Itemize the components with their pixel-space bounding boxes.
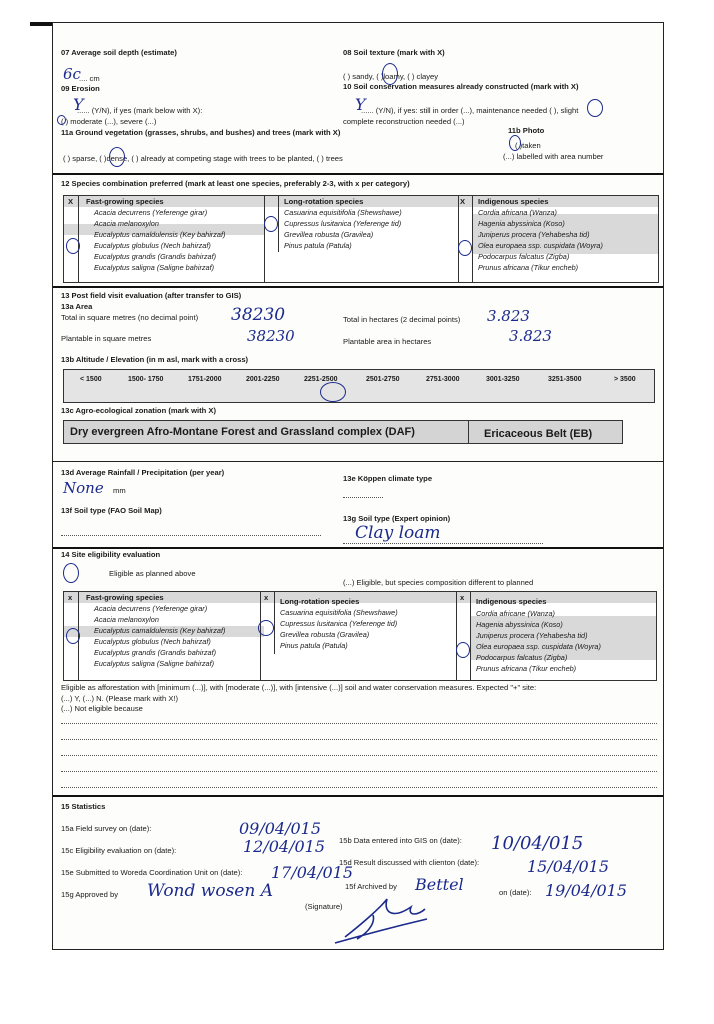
s15g-value[interactable]: Wond wosen A bbox=[147, 881, 273, 901]
s15c-value[interactable]: 12/04/015 bbox=[243, 837, 326, 856]
s07-label: 07 Average soil depth (estimate) bbox=[61, 48, 177, 57]
col-divider bbox=[468, 421, 469, 443]
species-indigenous[interactable]: Podocarpus falcatus (Zigba) bbox=[478, 252, 570, 261]
zone-table bbox=[63, 420, 623, 444]
col-divider bbox=[78, 196, 79, 282]
species-long[interactable]: Grevillea robusta (Gravilea) bbox=[280, 630, 370, 639]
species-long[interactable]: Casuarina equisitifolia (Shewshawe) bbox=[284, 208, 402, 217]
s11b-label: 11b Photo bbox=[508, 126, 545, 135]
s11a-dense-mark[interactable] bbox=[109, 147, 125, 167]
s13g-dots bbox=[343, 543, 543, 544]
divider-13 bbox=[53, 286, 663, 288]
species-indigenous[interactable]: Cordia africana (Wanza) bbox=[478, 208, 557, 217]
species-long[interactable]: Cupressus lusitanica (Yeferenge tid) bbox=[284, 219, 402, 228]
fast-growing-header: Fast-growing species bbox=[86, 197, 164, 206]
s13c-label: 13c Agro-ecological zonation (mark with X) bbox=[61, 406, 216, 415]
col-divider bbox=[456, 592, 457, 680]
s07-value[interactable]: 6c bbox=[63, 65, 81, 83]
divider-13d bbox=[53, 461, 663, 462]
col-divider bbox=[260, 592, 261, 680]
species-indigenous[interactable]: Cordia africane (Wanza) bbox=[476, 609, 555, 618]
species-table-2 bbox=[63, 591, 657, 681]
altitude-band[interactable]: 2751-3000 bbox=[426, 376, 460, 383]
species-fast[interactable]: Acacia decurrens (Yeferenge girar) bbox=[94, 604, 208, 613]
species-indigenous[interactable]: Hagenia abyssinica (Koso) bbox=[476, 620, 563, 629]
s14-dots bbox=[61, 739, 657, 740]
s13e-label: 13e Köppen climate type bbox=[343, 474, 433, 483]
altitude-band[interactable]: > 3500 bbox=[614, 376, 636, 383]
col-x-header: x bbox=[460, 593, 465, 602]
s07-unit: .... cm bbox=[79, 74, 100, 83]
species-long[interactable]: Grevillea robusta (Gravilea) bbox=[284, 230, 374, 239]
altitude-band[interactable]: 2001-2250 bbox=[246, 376, 280, 383]
s14-yn: (...) Y, (...) N. (Please mark with X!) bbox=[61, 694, 179, 703]
species-fast[interactable]: Eucalyptus camaldulensis (Key bahirzaf) bbox=[94, 230, 226, 239]
s09-yn: ...... (Y/N), if yes (mark below with X): bbox=[77, 106, 203, 115]
s15a-label: 15a Field survey on (date): bbox=[61, 824, 152, 833]
col-divider bbox=[278, 196, 279, 252]
s15c-label: 15c Eligibility evaluation on (date): bbox=[61, 846, 177, 855]
species-indigenous[interactable]: Juniperus procera (Yehabesha tid) bbox=[476, 631, 588, 640]
altitude-band[interactable]: 2251-2500 bbox=[304, 376, 338, 383]
col-divider bbox=[264, 196, 265, 282]
s10-maintenance-mark[interactable] bbox=[587, 99, 603, 117]
s13a-plant-ha-value[interactable]: 3.823 bbox=[509, 327, 552, 345]
s11a-label: 11a Ground vegetation (grasses, shrubs, and bushes) and trees (mark with X) bbox=[61, 128, 341, 137]
s15a-value[interactable]: 09/04/015 bbox=[239, 819, 322, 838]
s13d-value[interactable]: None bbox=[63, 479, 104, 497]
species-mark-cupressus[interactable] bbox=[264, 216, 278, 232]
s15g-label: 15g Approved by bbox=[61, 890, 118, 899]
s14-dots bbox=[61, 723, 657, 724]
s13a-label: 13a Area bbox=[61, 302, 93, 311]
divider-12 bbox=[53, 173, 663, 175]
s14-dots bbox=[61, 755, 657, 756]
species-fast[interactable]: Eucalyptus saligna (Saligne bahirzaf) bbox=[94, 263, 215, 272]
col-divider bbox=[274, 592, 275, 654]
s13f-dots bbox=[61, 535, 321, 536]
signature-icon bbox=[323, 893, 433, 947]
species-fast[interactable]: Acacia decurrens (Yeferenge girar) bbox=[94, 208, 208, 217]
col-divider bbox=[470, 592, 471, 680]
s13a-total-ha-value[interactable]: 3.823 bbox=[487, 307, 530, 325]
s14-dots bbox=[61, 771, 657, 772]
species-table bbox=[63, 195, 659, 283]
s15b-label: 15b Data entered into GIS on (date): bbox=[339, 836, 462, 845]
species-fast[interactable]: Eucalyptus camaldulensis (Key bahirzaf) bbox=[94, 626, 226, 635]
s15f-date[interactable]: 19/04/015 bbox=[545, 881, 628, 900]
species-fast[interactable]: Eucalyptus globulus (Nech bahirzaf) bbox=[94, 241, 211, 250]
zone-daf[interactable]: Dry evergreen Afro-Montane Forest and Grassland complex (DAF) bbox=[70, 426, 415, 438]
s13-label: 13 Post field visit evaluation (after transfer to GIS) bbox=[61, 291, 242, 300]
altitude-band[interactable]: < 1500 bbox=[80, 376, 102, 383]
s13d-unit: mm bbox=[113, 486, 126, 495]
s15e-value[interactable]: 17/04/015 bbox=[271, 863, 354, 882]
altitude-band[interactable]: 2501-2750 bbox=[366, 376, 400, 383]
species-indigenous[interactable]: Podocarpus falcatus (Zigba) bbox=[476, 653, 568, 662]
divider-14 bbox=[53, 547, 663, 549]
species2-mark-cupressus[interactable] bbox=[258, 620, 274, 636]
altitude-mark[interactable] bbox=[320, 382, 346, 402]
s15-label: 15 Statistics bbox=[61, 802, 106, 811]
s15d-label: 15d Result discussed with clienton (date): bbox=[339, 858, 480, 867]
species-long[interactable]: Cupressus lusitanica (Yeferenge tid) bbox=[280, 619, 398, 628]
s08-options: ( ) sandy, ( )loamy, ( ) clayey bbox=[343, 72, 439, 81]
divider-15 bbox=[53, 795, 663, 797]
s10-yn: ...... (Y/N), if yes: still in order (...), maintenance needed ( ), slight bbox=[361, 106, 579, 115]
species-long[interactable]: Pinus patula (Patula) bbox=[280, 641, 348, 650]
species-indigenous[interactable]: Olea europaea ssp. cuspidata (Woyra) bbox=[478, 241, 603, 250]
s10-label: 10 Soil conservation measures already constructed (mark with X) bbox=[343, 82, 579, 91]
s11a-options: ( ) sparse, ( )dense, ( ) already at competing stage with trees to be planted, ( ) trees bbox=[63, 154, 343, 163]
s14-label: 14 Site eligibility evaluation bbox=[61, 550, 161, 559]
s09-line2: ( ) moderate (...), severe (...) bbox=[61, 117, 157, 126]
species-long[interactable]: Casuarina equisitifolia (Shewshawe) bbox=[280, 608, 398, 617]
s12-label: 12 Species combination preferred (mark at least one species, preferably 2-3, with x per category) bbox=[61, 179, 410, 188]
s09-label: 09 Erosion bbox=[61, 84, 100, 93]
species-indigenous[interactable]: Prunus africana (Tikur encheb) bbox=[476, 664, 577, 673]
s14-dots bbox=[61, 787, 657, 788]
s13e-dots bbox=[343, 497, 383, 498]
s14-opt2: (...) Eligible, but species composition different to planned bbox=[343, 578, 534, 587]
s08-label: 08 Soil texture (mark with X) bbox=[343, 48, 445, 57]
species-indigenous[interactable]: Olea europaea ssp. cuspidata (Woyra) bbox=[476, 642, 601, 651]
s14-not-eligible: (...) Not eligible because bbox=[61, 704, 143, 713]
s15d-value[interactable]: 15/04/015 bbox=[527, 857, 610, 876]
s13g-value[interactable]: Clay loam bbox=[355, 523, 441, 543]
s13b-label: 13b Altitude / Elevation (in m asl, mark with a cross) bbox=[61, 355, 249, 364]
species-fast[interactable]: Eucalyptus globulus (Nech bahirzaf) bbox=[94, 637, 211, 646]
s13a-total-sqm-label: Total in square metres (no decimal point) bbox=[61, 313, 199, 322]
col-x-header: X bbox=[460, 197, 466, 206]
species-indigenous[interactable]: Hagenia abyssinica (Koso) bbox=[478, 219, 565, 228]
s13a-total-ha-label: Total in hectares (2 decimal points) bbox=[343, 315, 461, 324]
s13d-label: 13d Average Rainfall / Precipitation (per year) bbox=[61, 468, 225, 477]
species-fast[interactable]: Eucalyptus grandis (Grandis bahirzaf) bbox=[94, 252, 217, 261]
col-x-header: x bbox=[264, 593, 269, 602]
altitude-band[interactable]: 3001-3250 bbox=[486, 376, 520, 383]
s11b-taken: ( )taken bbox=[515, 141, 541, 150]
indigenous-header: Indigenous species bbox=[478, 197, 549, 206]
species-fast[interactable]: Eucalyptus grandis (Grandis bahirzaf) bbox=[94, 648, 217, 657]
s13a-plant-sqm-label: Plantable in square metres bbox=[61, 334, 152, 343]
s14-eligible-mark[interactable] bbox=[63, 563, 79, 583]
s10-value[interactable]: Y bbox=[355, 95, 366, 114]
s15b-value[interactable]: 10/04/015 bbox=[491, 833, 584, 854]
species-fast[interactable]: Acacia melanoxylon bbox=[94, 219, 159, 228]
s15f-name[interactable]: Bettel bbox=[415, 875, 464, 894]
s11b-taken-mark[interactable] bbox=[509, 135, 521, 151]
species-fast[interactable]: Acacia melanoxylon bbox=[94, 615, 159, 624]
s15e-label: 15e Submitted to Woreda Coordination Unit on (date): bbox=[61, 868, 243, 877]
s13a-plant-sqm-value[interactable]: 38230 bbox=[247, 327, 295, 345]
s13f-label: 13f Soil type (FAO Soil Map) bbox=[61, 506, 162, 515]
altitude-band[interactable]: 3251-3500 bbox=[548, 376, 582, 383]
altitude-band[interactable]: 1751-2000 bbox=[188, 376, 222, 383]
s15f-on-label: on (date): bbox=[499, 888, 532, 897]
species-long[interactable]: Pinus patula (Patula) bbox=[284, 241, 352, 250]
s10-line2: complete reconstruction needed (...) bbox=[343, 117, 465, 126]
form-page bbox=[52, 22, 664, 950]
altitude-band[interactable]: 1500- 1750 bbox=[128, 376, 164, 383]
species-mark-olea[interactable] bbox=[458, 240, 472, 256]
s09-value[interactable]: Y bbox=[73, 95, 84, 114]
s13a-plant-ha-label: Plantable area in hectares bbox=[343, 337, 432, 346]
col-x-header: x bbox=[68, 593, 73, 602]
s09-moderate-mark[interactable] bbox=[57, 115, 66, 125]
zone-eb[interactable]: Ericaceous Belt (EB) bbox=[484, 428, 593, 440]
species2-mark-eucalyptus[interactable] bbox=[66, 628, 80, 644]
col-divider bbox=[472, 196, 473, 282]
s13a-total-sqm-value[interactable]: 38230 bbox=[231, 305, 286, 325]
species-mark-eucalyptus-globulus[interactable] bbox=[66, 238, 80, 254]
species2-mark-olea[interactable] bbox=[456, 642, 470, 658]
altitude-table bbox=[63, 369, 655, 403]
species-indigenous[interactable]: Juniperus procera (Yehabesha tid) bbox=[478, 230, 590, 239]
s15g-signature-label: (Signature) bbox=[305, 902, 343, 911]
species-indigenous[interactable]: Prunus africana (Tikur encheb) bbox=[478, 263, 579, 272]
fast-growing-header: Fast-growing species bbox=[86, 593, 164, 602]
long-rotation-header: Long-rotation species bbox=[284, 197, 364, 206]
s14-reforest: Eligible as afforestation with [minimum (...)], with [moderate (...)], with [intensive (...)] soil and water conservation measures. Expected "+" site: bbox=[61, 683, 537, 692]
s11b-labelled: (...) labelled with area number bbox=[503, 152, 604, 161]
indigenous-header: Indigenous species bbox=[476, 597, 547, 606]
species-fast[interactable]: Eucalyptus saligna (Saligne bahirzaf) bbox=[94, 659, 215, 668]
s15f-label: 15f Archived by bbox=[345, 882, 397, 891]
col-divider bbox=[458, 196, 459, 282]
s14-opt1: Eligible as planned above bbox=[109, 569, 196, 578]
col-x-header: X bbox=[68, 197, 74, 206]
s13g-label: 13g Soil type (Expert opinion) bbox=[343, 514, 451, 523]
long-rotation-header: Long-rotation species bbox=[280, 597, 360, 606]
